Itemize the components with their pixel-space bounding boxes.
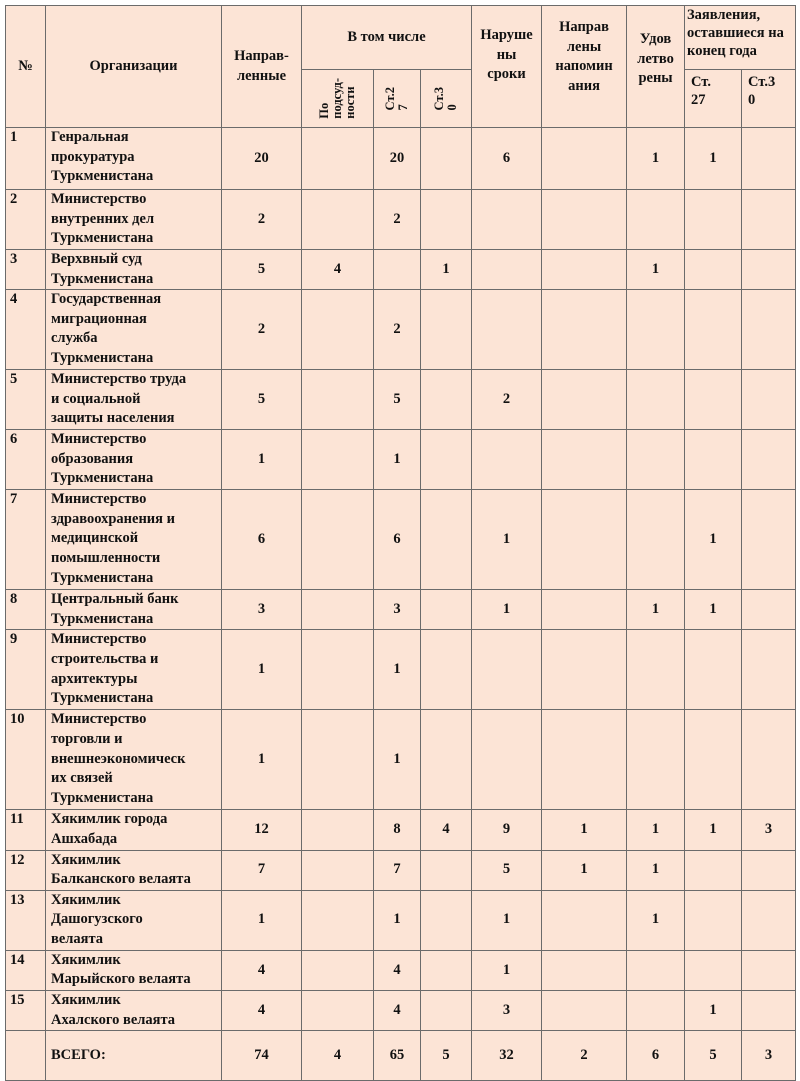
total-sent: 74 bbox=[222, 1031, 302, 1081]
cell-article-30: 4 bbox=[421, 810, 472, 850]
cell-by-jurisdiction bbox=[302, 810, 374, 850]
cell-article-27: 7 bbox=[374, 850, 421, 890]
row-number: 8 bbox=[6, 590, 46, 630]
table-row bbox=[6, 850, 796, 890]
row-number: 1 bbox=[6, 128, 46, 190]
table-row bbox=[6, 630, 796, 710]
total-violated-terms: 32 bbox=[472, 1031, 542, 1081]
cell-reminders-sent bbox=[542, 290, 627, 370]
cell-violated-terms bbox=[472, 290, 542, 370]
cell-by-jurisdiction bbox=[302, 190, 374, 250]
cell-reminders-sent bbox=[542, 490, 627, 590]
cell-violated-terms: 2 bbox=[472, 370, 542, 430]
row-number: 2 bbox=[6, 190, 46, 250]
cell-reminders-sent bbox=[542, 190, 627, 250]
cell-reminders-sent bbox=[542, 710, 627, 810]
table-row bbox=[6, 890, 796, 950]
cell-sent: 4 bbox=[222, 950, 302, 990]
cell-remaining-article-30 bbox=[742, 590, 796, 630]
cell-sent: 2 bbox=[222, 190, 302, 250]
cell-by-jurisdiction bbox=[302, 710, 374, 810]
cell-remaining-article-27 bbox=[685, 950, 742, 990]
cell-article-27: 2 bbox=[374, 190, 421, 250]
cell-article-27: 1 bbox=[374, 710, 421, 810]
cell-by-jurisdiction bbox=[302, 370, 374, 430]
table-row bbox=[6, 950, 796, 990]
cell-remaining-article-27: 1 bbox=[685, 810, 742, 850]
table-row bbox=[6, 490, 796, 590]
cell-sent: 4 bbox=[222, 990, 302, 1030]
cell-satisfied bbox=[627, 190, 685, 250]
cell-violated-terms: 1 bbox=[472, 590, 542, 630]
cell-article-27: 3 bbox=[374, 590, 421, 630]
cell-article-30 bbox=[421, 890, 472, 950]
cell-satisfied bbox=[627, 370, 685, 430]
cell-sent: 1 bbox=[222, 430, 302, 490]
cell-by-jurisdiction bbox=[302, 490, 374, 590]
cell-remaining-article-27 bbox=[685, 430, 742, 490]
total-reminders-sent: 2 bbox=[542, 1031, 627, 1081]
cell-reminders-sent bbox=[542, 950, 627, 990]
organization-name: Хякимлик города Ашхабада bbox=[46, 810, 222, 850]
cell-violated-terms: 5 bbox=[472, 850, 542, 890]
cell-satisfied: 1 bbox=[627, 890, 685, 950]
cell-sent: 1 bbox=[222, 630, 302, 710]
organization-name: Министерство внутренних дел Туркменистана bbox=[46, 190, 222, 250]
row-number: 6 bbox=[6, 430, 46, 490]
cell-remaining-article-30 bbox=[742, 128, 796, 190]
table-row bbox=[6, 190, 796, 250]
row-number: 10 bbox=[6, 710, 46, 810]
organization-name: Центральный банк Туркменистана bbox=[46, 590, 222, 630]
organization-name: Хякимлик Балканского велаята bbox=[46, 850, 222, 890]
cell-violated-terms bbox=[472, 250, 542, 290]
header-remaining-article-30: Ст.3 0 bbox=[742, 70, 796, 128]
cell-article-30: 1 bbox=[421, 250, 472, 290]
cell-article-30 bbox=[421, 710, 472, 810]
table-row bbox=[6, 250, 796, 290]
cell-remaining-article-30: 3 bbox=[742, 810, 796, 850]
cell-satisfied: 1 bbox=[627, 250, 685, 290]
row-number: 5 bbox=[6, 370, 46, 430]
cell-reminders-sent bbox=[542, 128, 627, 190]
cell-by-jurisdiction bbox=[302, 630, 374, 710]
cell-remaining-article-30 bbox=[742, 370, 796, 430]
total-by-jurisdiction: 4 bbox=[302, 1031, 374, 1081]
header-sent: Направ- ленные bbox=[222, 6, 302, 128]
cell-remaining-article-30 bbox=[742, 990, 796, 1030]
organization-name: Хякимлик Дашогузского велаята bbox=[46, 890, 222, 950]
cell-by-jurisdiction bbox=[302, 890, 374, 950]
cell-satisfied bbox=[627, 290, 685, 370]
cell-sent: 3 bbox=[222, 590, 302, 630]
total-label: ВСЕГО: bbox=[46, 1031, 222, 1081]
organization-name: Министерство образования Туркменистана bbox=[46, 430, 222, 490]
cell-sent: 6 bbox=[222, 490, 302, 590]
cell-article-30 bbox=[421, 290, 472, 370]
cell-sent: 7 bbox=[222, 850, 302, 890]
cell-article-27: 8 bbox=[374, 810, 421, 850]
organization-name: Министерство строительства и архитектуры Туркменистана bbox=[46, 630, 222, 710]
cell-sent: 1 bbox=[222, 890, 302, 950]
row-number: 15 bbox=[6, 990, 46, 1030]
cell-reminders-sent bbox=[542, 590, 627, 630]
header-remaining-end-of-year: Заявления, оставшиеся на конец года bbox=[685, 6, 796, 70]
cell-satisfied: 1 bbox=[627, 590, 685, 630]
cell-reminders-sent bbox=[542, 630, 627, 710]
row-number: 3 bbox=[6, 250, 46, 290]
cell-article-27: 4 bbox=[374, 950, 421, 990]
cell-by-jurisdiction bbox=[302, 290, 374, 370]
cell-satisfied bbox=[627, 430, 685, 490]
cell-by-jurisdiction bbox=[302, 850, 374, 890]
table-row bbox=[6, 810, 796, 850]
cell-remaining-article-30 bbox=[742, 430, 796, 490]
cell-reminders-sent bbox=[542, 250, 627, 290]
header-reminders-sent: Направ лены напомин ания bbox=[542, 6, 627, 128]
row-number: 9 bbox=[6, 630, 46, 710]
cell-satisfied bbox=[627, 990, 685, 1030]
cell-remaining-article-27 bbox=[685, 250, 742, 290]
organization-name: Министерство торговли и внешнеэкономическ их связей Туркменистана bbox=[46, 710, 222, 810]
cell-article-27: 5 bbox=[374, 370, 421, 430]
cell-sent: 20 bbox=[222, 128, 302, 190]
cell-sent: 5 bbox=[222, 250, 302, 290]
cell-satisfied: 1 bbox=[627, 850, 685, 890]
table-row bbox=[6, 710, 796, 810]
cell-reminders-sent: 1 bbox=[542, 850, 627, 890]
cell-remaining-article-27 bbox=[685, 630, 742, 710]
cell-satisfied bbox=[627, 950, 685, 990]
organization-name: Государственная миграционная служба Туркменистана bbox=[46, 290, 222, 370]
row-number: 12 bbox=[6, 850, 46, 890]
cell-article-30 bbox=[421, 590, 472, 630]
cell-satisfied bbox=[627, 630, 685, 710]
cell-remaining-article-27 bbox=[685, 710, 742, 810]
cell-article-27: 1 bbox=[374, 430, 421, 490]
cell-violated-terms: 3 bbox=[472, 990, 542, 1030]
cell-reminders-sent bbox=[542, 430, 627, 490]
header-by-jurisdiction: По подсуд- ности bbox=[302, 70, 374, 128]
cell-article-27: 1 bbox=[374, 890, 421, 950]
cell-sent: 12 bbox=[222, 810, 302, 850]
cell-article-27: 1 bbox=[374, 630, 421, 710]
cell-by-jurisdiction: 4 bbox=[302, 250, 374, 290]
cell-article-30 bbox=[421, 370, 472, 430]
cell-remaining-article-30 bbox=[742, 250, 796, 290]
header-satisfied: Удов летво рены bbox=[627, 6, 685, 128]
total-remaining-article-27: 5 bbox=[685, 1031, 742, 1081]
cell-reminders-sent bbox=[542, 890, 627, 950]
organization-name: Хякимлик Ахалского велаята bbox=[46, 990, 222, 1030]
row-number: 14 bbox=[6, 950, 46, 990]
cell-remaining-article-27: 1 bbox=[685, 990, 742, 1030]
total-remaining-article-30: 3 bbox=[742, 1031, 796, 1081]
cell-remaining-article-30 bbox=[742, 710, 796, 810]
total-number-cell bbox=[6, 1031, 46, 1081]
cell-article-30 bbox=[421, 490, 472, 590]
cell-remaining-article-30 bbox=[742, 490, 796, 590]
cell-remaining-article-27 bbox=[685, 290, 742, 370]
cell-satisfied: 1 bbox=[627, 810, 685, 850]
total-satisfied: 6 bbox=[627, 1031, 685, 1081]
total-row bbox=[6, 1031, 796, 1081]
header-including: В том числе bbox=[302, 6, 472, 70]
total-article-30: 5 bbox=[421, 1031, 472, 1081]
cell-article-30 bbox=[421, 190, 472, 250]
header-article-27: Ст.2 7 bbox=[374, 70, 421, 128]
cell-violated-terms: 1 bbox=[472, 890, 542, 950]
table-row bbox=[6, 290, 796, 370]
cell-remaining-article-27 bbox=[685, 190, 742, 250]
appeals-report-table bbox=[5, 5, 796, 1081]
header-article-30: Ст.3 0 bbox=[421, 70, 472, 128]
cell-remaining-article-27: 1 bbox=[685, 490, 742, 590]
cell-article-27: 20 bbox=[374, 128, 421, 190]
cell-remaining-article-27 bbox=[685, 370, 742, 430]
row-number: 13 bbox=[6, 890, 46, 950]
cell-remaining-article-30 bbox=[742, 190, 796, 250]
cell-sent: 5 bbox=[222, 370, 302, 430]
cell-article-27 bbox=[374, 250, 421, 290]
cell-remaining-article-27 bbox=[685, 890, 742, 950]
cell-by-jurisdiction bbox=[302, 430, 374, 490]
cell-sent: 1 bbox=[222, 710, 302, 810]
cell-article-30 bbox=[421, 950, 472, 990]
table-row bbox=[6, 370, 796, 430]
cell-article-30 bbox=[421, 430, 472, 490]
cell-article-30 bbox=[421, 630, 472, 710]
total-article-27: 65 bbox=[374, 1031, 421, 1081]
cell-remaining-article-27: 1 bbox=[685, 128, 742, 190]
organization-name: Генральная прокуратура Туркменистана bbox=[46, 128, 222, 190]
table-row bbox=[6, 128, 796, 190]
cell-remaining-article-27 bbox=[685, 850, 742, 890]
row-number: 11 bbox=[6, 810, 46, 850]
cell-by-jurisdiction bbox=[302, 990, 374, 1030]
cell-remaining-article-30 bbox=[742, 890, 796, 950]
cell-remaining-article-30 bbox=[742, 950, 796, 990]
organization-name: Министерство труда и социальной защиты населения bbox=[46, 370, 222, 430]
header-remaining-article-27: Ст. 27 bbox=[685, 70, 742, 128]
cell-by-jurisdiction bbox=[302, 128, 374, 190]
table-row bbox=[6, 430, 796, 490]
organization-name: Верхвный суд Туркменистана bbox=[46, 250, 222, 290]
cell-article-30 bbox=[421, 990, 472, 1030]
cell-remaining-article-30 bbox=[742, 630, 796, 710]
table-body bbox=[6, 128, 796, 1081]
cell-violated-terms bbox=[472, 190, 542, 250]
row-number: 7 bbox=[6, 490, 46, 590]
cell-article-30 bbox=[421, 850, 472, 890]
cell-reminders-sent: 1 bbox=[542, 810, 627, 850]
cell-satisfied: 1 bbox=[627, 128, 685, 190]
cell-remaining-article-27: 1 bbox=[685, 590, 742, 630]
cell-by-jurisdiction bbox=[302, 950, 374, 990]
cell-reminders-sent bbox=[542, 990, 627, 1030]
table-row bbox=[6, 990, 796, 1030]
cell-violated-terms: 1 bbox=[472, 950, 542, 990]
cell-violated-terms bbox=[472, 430, 542, 490]
cell-violated-terms: 1 bbox=[472, 490, 542, 590]
row-number: 4 bbox=[6, 290, 46, 370]
header-number: № bbox=[6, 6, 46, 128]
cell-article-30 bbox=[421, 128, 472, 190]
cell-article-27: 6 bbox=[374, 490, 421, 590]
cell-article-27: 2 bbox=[374, 290, 421, 370]
header-violated-terms: Наруше ны сроки bbox=[472, 6, 542, 128]
organization-name: Министерство здравоохранения и медицинской помышленности Туркменистана bbox=[46, 490, 222, 590]
header-organizations: Организации bbox=[46, 6, 222, 128]
cell-by-jurisdiction bbox=[302, 590, 374, 630]
cell-violated-terms: 9 bbox=[472, 810, 542, 850]
cell-article-27: 4 bbox=[374, 990, 421, 1030]
cell-remaining-article-30 bbox=[742, 850, 796, 890]
cell-remaining-article-30 bbox=[742, 290, 796, 370]
cell-violated-terms bbox=[472, 710, 542, 810]
cell-violated-terms bbox=[472, 630, 542, 710]
cell-violated-terms: 6 bbox=[472, 128, 542, 190]
cell-satisfied bbox=[627, 710, 685, 810]
cell-sent: 2 bbox=[222, 290, 302, 370]
cell-reminders-sent bbox=[542, 370, 627, 430]
table-row bbox=[6, 590, 796, 630]
cell-satisfied bbox=[627, 490, 685, 590]
organization-name: Хякимлик Марыйского велаята bbox=[46, 950, 222, 990]
